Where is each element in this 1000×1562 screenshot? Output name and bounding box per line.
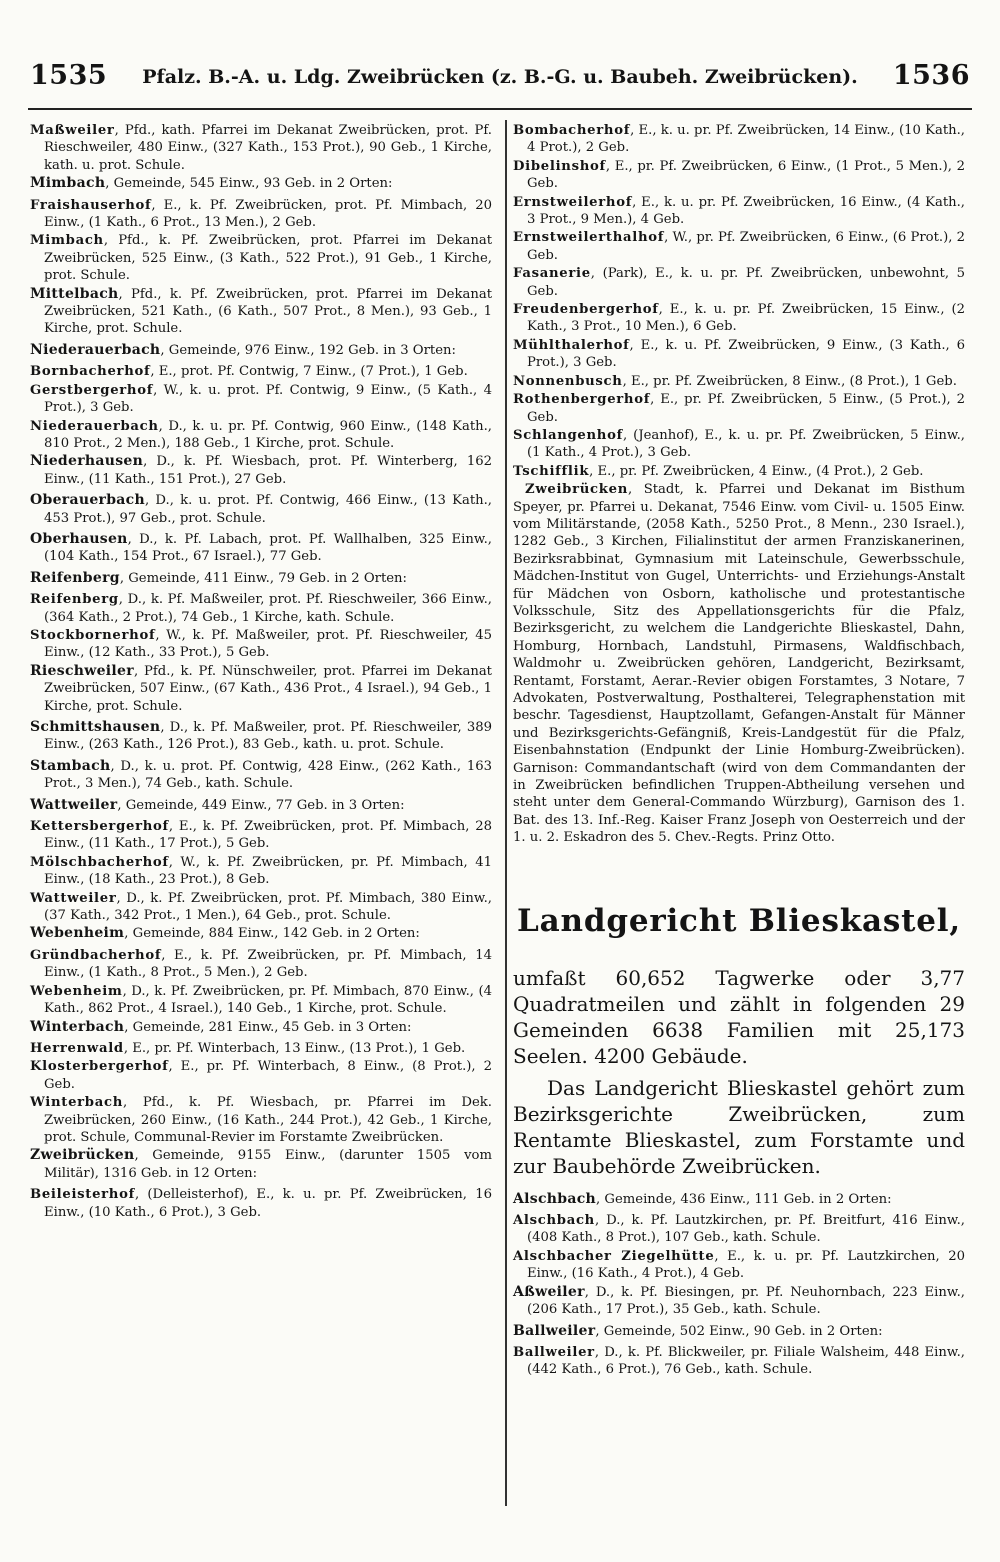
place-details: , Gemeinde, 545 Einw., 93 Geb. in 2 Orten:	[105, 176, 393, 192]
place-name: Ballweiler	[513, 1322, 596, 1339]
place-details: , D., k. Pf. Zweibrücken, prot. Pf. Mimbach, 380 Einw., (37 Kath., 342 Prot., 1 Men.), 64 Geb., prot. Schule.	[44, 890, 492, 924]
place-name: Stockbornerhof	[30, 627, 156, 643]
place-details: , Pfd., kath. Pfarrei im Dekanat Zweibrücken, prot. Pf. Rieschweiler, 480 Einw., (327 Kath., 153 Prot.), 90 Geb., 1 Kirche, kath. u. prot. Schule.	[44, 123, 492, 173]
place-entry	[30, 591, 492, 626]
place-entry	[513, 158, 965, 193]
place-details: , W., k. Pf. Maßweiler, prot. Pf. Rieschweiler, 45 Einw., (12 Kath., 33 Prot.), 5 Geb.	[44, 627, 492, 661]
place-entry	[30, 232, 492, 284]
place-details: , D., k. Pf. Maßweiler, prot. Pf. Rieschweiler, 366 Einw., (364 Kath., 2 Prot.), 74 Geb., 1 Kirche, kath. Schule.	[44, 592, 492, 625]
place-details: , E., k. Pf. Zweibrücken, prot. Pf. Mimbach, 20 Einw., (1 Kath., 6 Prot., 13 Men.), 2 Geb.	[44, 197, 492, 231]
municipality-entry	[30, 758, 492, 793]
place-name: Freudenbergerhof	[513, 302, 659, 318]
place-details: , Gemeinde, 502 Einw., 90 Geb. in 2 Orten:	[595, 1323, 883, 1339]
place-entry	[513, 463, 965, 480]
place-name: Niederhausen	[30, 453, 144, 470]
place-entry	[513, 265, 965, 300]
place-name: Winterbach	[30, 1018, 125, 1035]
place-entry	[513, 391, 965, 426]
place-details: , Pfd., k. Pf. Wiesbach, pr. Pfarrei im Dek. Zweibrücken, 260 Einw., (16 Kath., 244 Prot.), 42 Geb., 1 Kirche, prot. Schule, Communal-Revier im Forstamte Zweibrücken.	[44, 1095, 492, 1145]
place-entry	[30, 197, 492, 232]
place-entry	[513, 229, 965, 264]
place-details: , E., pr. Pf. Zweibrücken, 5 Einw., (5 Prot.), 2 Geb.	[527, 392, 965, 425]
place-details: , E., k. u. pr. Pf. Zweibrücken, 14 Einw., (10 Kath., 4 Prot.), 2 Geb.	[527, 123, 965, 156]
place-name: Ernstweilerthalhof	[513, 230, 665, 246]
header-rule	[28, 108, 972, 110]
municipality-entry	[30, 492, 492, 527]
page-header	[0, 60, 1000, 100]
place-name: Fraishauserhof	[30, 197, 152, 213]
municipality-entry	[513, 1323, 965, 1340]
municipality-entry	[30, 175, 492, 192]
right-column	[513, 122, 965, 1380]
place-details: , D., k. Pf. Biesingen, pr. Pf. Neuhornbach, 223 Einw., (206 Kath., 17 Prot.), 35 Geb., kath. Schule.	[527, 1284, 965, 1318]
municipality-entry	[513, 1191, 965, 1208]
municipality-entry	[30, 663, 492, 715]
place-details: , D., k. u. pr. Pf. Contwig, 960 Einw., (148 Kath., 810 Prot., 2 Men.), 188 Geb., 1 Kirche, prot. Schule.	[44, 418, 492, 451]
place-entry	[513, 1344, 965, 1379]
place-entry	[30, 854, 492, 889]
place-entry	[513, 301, 965, 336]
place-details: , Gemeinde, 436 Einw., 111 Geb. in 2 Orten:	[596, 1191, 892, 1207]
place-name: Herrenwald	[30, 1040, 124, 1056]
place-name: Dibelinshof	[513, 158, 606, 174]
section-paragraph-1: umfaßt 60,652 Tagwerke oder 3,77 Quadratmeilen und zählt in folgenden 29 Gemeinden 6638 Familien mit 25,173 Seelen. 4200 Gebäude.	[513, 965, 965, 1068]
place-details: , E., pr. Pf. Winterbach, 13 Einw., (13 Prot.), 1 Geb.	[123, 1040, 466, 1056]
place-entry	[30, 418, 492, 453]
column-divider	[505, 120, 507, 1506]
place-entry	[30, 947, 492, 982]
place-name: Mölschbacherhof	[30, 854, 169, 870]
place-name: Fasanerie	[513, 266, 591, 282]
place-name: Alschbach	[513, 1190, 597, 1207]
place-name: Mittelbach	[30, 285, 119, 302]
section-paragraph-2: Das Landgericht Blieskastel gehört zum Bezirksgerichte Zweibrücken, zum Rentamte Blieskastel, zum Forstamte und zur Baubehörde Zweibrücken.	[513, 1075, 965, 1178]
place-details: , D., k. Pf. Labach, prot. Pf. Wallhalben, 325 Einw., (104 Kath., 154 Prot., 67 Israel.), 77 Geb.	[44, 531, 492, 565]
place-details: , D., k. u. prot. Pf. Contwig, 428 Einw., (262 Kath., 163 Prot., 3 Men.), 74 Geb., kath. Schule.	[44, 758, 492, 792]
place-name: Schmittshausen	[30, 719, 161, 735]
place-name: Schlangenhof	[513, 427, 623, 443]
place-name: Tschifflik	[513, 463, 590, 479]
place-entry	[30, 1058, 492, 1093]
section-title: Landgericht Blieskastel,	[517, 902, 961, 939]
place-details: , Gemeinde, 449 Einw., 77 Geb. in 3 Orten:	[117, 797, 405, 813]
left-column	[30, 122, 492, 1222]
place-entry	[513, 1248, 965, 1283]
place-details: , E., pr. Pf. Winterbach, 8 Einw., (8 Prot.), 2 Geb.	[44, 1059, 492, 1092]
place-name: Beileisterhof	[30, 1187, 135, 1203]
municipality-entry	[30, 570, 492, 587]
place-details: , W., k. Pf. Zweibrücken, pr. Pf. Mimbach, 41 Einw., (18 Kath., 23 Prot.), 8 Geb.	[44, 854, 492, 888]
place-details: , E., k. u. pr. Pf. Zweibrücken, 15 Einw., (2 Kath., 3 Prot., 10 Men.), 6 Geb.	[527, 302, 965, 335]
municipality-entry	[30, 719, 492, 754]
place-name: Wattweiler	[30, 890, 117, 906]
place-name: Webenheim	[30, 925, 125, 942]
place-entry	[513, 122, 965, 157]
place-details: , D., k. u. prot. Pf. Contwig, 466 Einw., (13 Kath., 453 Prot.), 97 Geb., prot. Schule.	[44, 493, 492, 526]
place-details: , D., k. Pf. Lautzkirchen, pr. Pf. Breitfurt, 416 Einw., (408 Kath., 8 Prot.), 107 Geb., kath. Schule.	[527, 1213, 965, 1246]
place-entry	[513, 1212, 965, 1247]
municipality-entry	[30, 797, 492, 814]
place-details: , (Park), E., k. u. pr. Pf. Zweibrücken, unbewohnt, 5 Geb.	[527, 266, 965, 299]
place-details: , E., prot. Pf. Contwig, 7 Einw., (7 Prot.), 1 Geb.	[150, 364, 468, 380]
place-entry	[513, 373, 965, 390]
place-details: , E., k. u. Pf. Zweibrücken, 9 Einw., (3 Kath., 6 Prot.), 3 Geb.	[527, 337, 965, 371]
place-entry	[30, 1040, 492, 1057]
place-details: , W., k. u. prot. Pf. Contwig, 9 Einw., (5 Kath., 4 Prot.), 3 Geb.	[44, 382, 492, 416]
place-name: Mimbach	[30, 175, 106, 192]
place-details: , E., pr. Pf. Zweibrücken, 6 Einw., (1 Prot., 5 Men.), 2 Geb.	[527, 158, 965, 192]
place-name: Alschbach	[513, 1213, 595, 1229]
municipality-entry	[30, 1019, 492, 1036]
place-entry	[513, 337, 965, 372]
place-name: Mimbach	[30, 233, 104, 249]
place-entry	[30, 627, 492, 662]
place-name: Alschbacher Ziegelhütte	[513, 1248, 715, 1264]
place-entry	[513, 427, 965, 462]
place-details: , D., k. Pf. Wiesbach, prot. Pf. Winterberg, 162 Einw., (11 Kath., 151 Prot.), 27 Geb.	[44, 454, 492, 487]
place-name: Winterbach	[30, 1095, 123, 1111]
place-details: , D., k. Pf. Maßweiler, prot. Pf. Rieschweiler, 389 Einw., (263 Kath., 126 Prot.), 83 Geb., kath. u. prot. Schule.	[44, 720, 492, 753]
place-name: Kettersbergerhof	[30, 819, 169, 835]
place-name: Aßweiler	[513, 1283, 585, 1300]
place-name: Gerstbergerhof	[30, 382, 154, 398]
place-name: Klosterbergerhof	[30, 1059, 169, 1075]
municipality-entry	[30, 925, 492, 942]
place-details: , Pfd., k. Pf. Zweibrücken, prot. Pfarrei im Dekanat Zweibrücken, 525 Einw., (3 Kath., 522 Prot.), 91 Geb., 1 Kirche, prot. Schule.	[44, 233, 492, 284]
place-name: Niederauerbach	[30, 341, 161, 358]
municipality-entry	[30, 286, 492, 338]
place-name: Webenheim	[30, 983, 123, 999]
place-details: , Gemeinde, 411 Einw., 79 Geb. in 2 Orten:	[119, 570, 407, 586]
place-entry	[30, 1094, 492, 1146]
municipality-entry	[30, 1147, 492, 1182]
place-details: , (Jeanhof), E., k. u. pr. Pf. Zweibrücken, 5 Einw., (1 Kath., 4 Prot.), 3 Geb.	[527, 427, 965, 461]
place-details: , (Delleisterhof), E., k. u. pr. Pf. Zweibrücken, 16 Einw., (10 Kath., 6 Prot.), 3 Geb.	[44, 1187, 492, 1220]
place-details: , D., k. Pf. Zweibrücken, pr. Pf. Mimbach, 870 Einw., (4 Kath., 862 Prot., 4 Israel.), 140 Geb., 1 Kirche, prot. Schule.	[44, 983, 492, 1017]
running-title: Pfalz. B.-A. u. Ldg. Zweibrücken (z. B.-G. u. Baubeh. Zweibrücken).	[142, 66, 858, 88]
place-entry	[30, 818, 492, 853]
place-details: , E., k. u. pr. Pf. Zweibrücken, 16 Einw., (4 Kath., 3 Prot., 9 Men.), 4 Geb.	[527, 194, 965, 228]
place-details: , W., pr. Pf. Zweibrücken, 6 Einw., (6 Prot.), 2 Geb.	[527, 230, 965, 263]
place-name: Reifenberg	[30, 569, 120, 586]
place-name: Ballweiler	[513, 1344, 595, 1360]
place-entry	[30, 890, 492, 925]
municipality-entry	[513, 1284, 965, 1319]
place-name: Wattweiler	[30, 796, 118, 813]
place-entry	[30, 122, 492, 174]
place-details: , E., pr. Pf. Zweibrücken, 8 Einw., (8 Prot.), 1 Geb.	[622, 373, 957, 389]
place-name: Zweibrücken	[525, 482, 628, 498]
place-entry	[513, 194, 965, 229]
place-name: Reifenberg	[30, 592, 119, 608]
place-name: Mühlthalerhof	[513, 337, 630, 353]
place-details: , D., k. Pf. Blickweiler, pr. Filiale Walsheim, 448 Einw., (442 Kath., 6 Prot.), 76 Geb., kath. Schule.	[527, 1344, 965, 1378]
place-name: Ernstweilerhof	[513, 194, 633, 210]
place-name: Nonnenbusch	[513, 373, 623, 389]
place-details: , Pfd., k. Pf. Nünschweiler, prot. Pfarrei im Dekanat Zweibrücken, 507 Einw., (67 Kath., 436 Prot., 4 Israel.), 94 Geb., 1 Kirche, prot. Schule.	[44, 663, 492, 714]
page-number-right: 1536	[892, 60, 970, 91]
right-column-entries-after	[513, 1191, 965, 1379]
place-name: Niederauerbach	[30, 418, 159, 434]
place-entry	[30, 363, 492, 380]
place-details: , E., k. Pf. Zweibrücken, prot. Pf. Mimbach, 28 Einw., (11 Kath., 17 Prot.), 5 Geb.	[44, 819, 492, 852]
place-name: Rieschweiler	[30, 662, 134, 679]
city-entry	[513, 481, 965, 847]
municipality-entry	[30, 453, 492, 488]
right-column-entries	[513, 122, 965, 847]
page-number-left: 1535	[30, 60, 108, 91]
municipality-entry	[30, 531, 492, 566]
place-entry	[30, 382, 492, 417]
place-name: Oberhausen	[30, 530, 128, 547]
place-name: Rothenbergerhof	[513, 392, 651, 408]
place-details: , Gemeinde, 884 Einw., 142 Geb. in 2 Orten:	[124, 926, 420, 942]
place-details: , Stadt, k. Pfarrei und Dekanat im Bisthum Speyer, pr. Pfarrei u. Dekanat, 7546 Einw. vom Civil- u. 1505 Einw. vom Militärstande, (2058 Kath., 5250 Prot., 8 Menn., 230 Israel.), 1282 Geb., 3 Kirchen, Filialinstitut der armen Franziskanerinen, Bezirksrabbinat, Gymnasium mit Lateinschule, Gewerbsschule, Mädchen-Institut von Gugel, Unterrichts- und Erziehungs-Anstalt für Mädchen von Osborn, katholische und protestantische Volksschule, Sitz des Appellationsgerichts für die Pfalz, Bezirksgericht, zu welchem die Landgerichte Blieskastel, Dahn, Homburg, Hornbach, Landstuhl, Pirmasens, Waldfischbach, Waldmohr u. Zweibrücken gehören, Landgericht, Bezirksamt, Rentamt, Forstamt, Aerar.-Revier obigen Forstamtes, 3 Notare, 7 Advokaten, Postverwaltung, Posthalterei, Telegraphenstation mit beschr. Tagesdienst, Hauptzollamt, Gefangen-Anstalt für Männer und Bezirksgerichts-Gefängniß, Kreis-Landgestüt für die Pfalz, Eisenbahnstation (Endpunkt der Linie Homburg-Zweibrücken). Garnison: Commandantschaft (wird von dem Commandanten der in Zweibrücken befindlichen Truppen-Abtheilung versehen und steht unter dem General-Commando Würzburg), Garnison des 1. Bat. des 13. Inf.-Reg. Kaiser Franz Joseph von Oesterreich und der 1. u. 2. Eskadron des 5. Chev.-Regts. Prinz Otto.	[513, 482, 965, 846]
place-details: , E., k. u. pr. Pf. Lautzkirchen, 20 Einw., (16 Kath., 4 Prot.), 4 Geb.	[527, 1248, 965, 1282]
place-name: Zweibrücken	[30, 1147, 135, 1164]
place-entry	[30, 1186, 492, 1221]
place-details: , E., pr. Pf. Zweibrücken, 4 Einw., (4 Prot.), 2 Geb.	[589, 463, 924, 479]
place-entry	[30, 983, 492, 1018]
place-name: Stambach	[30, 757, 111, 774]
place-name: Bombacherhof	[513, 123, 631, 138]
place-details: , E., k. Pf. Zweibrücken, pr. Pf. Mimbach, 14 Einw., (1 Kath., 8 Prot., 5 Men.), 2 Geb.	[44, 947, 492, 981]
place-details: , Gemeinde, 281 Einw., 45 Geb. in 3 Orten:	[124, 1019, 412, 1035]
place-name: Maßweiler	[30, 123, 115, 138]
municipality-entry	[30, 342, 492, 359]
place-name: Gründbacherhof	[30, 947, 162, 963]
place-details: , Pfd., k. Pf. Zweibrücken, prot. Pfarrei im Dekanat Zweibrücken, 521 Kath., (6 Kath., 507 Prot., 8 Men.), 93 Geb., 1 Kirche, prot. Schule.	[44, 286, 492, 337]
place-details: , Gemeinde, 976 Einw., 192 Geb. in 3 Orten:	[160, 342, 456, 358]
place-name: Bornbacherhof	[30, 364, 151, 380]
place-details: , Gemeinde, 9155 Einw., (darunter 1505 vom Militär), 1316 Geb. in 12 Orten:	[44, 1148, 492, 1181]
place-name: Oberauerbach	[30, 492, 145, 509]
